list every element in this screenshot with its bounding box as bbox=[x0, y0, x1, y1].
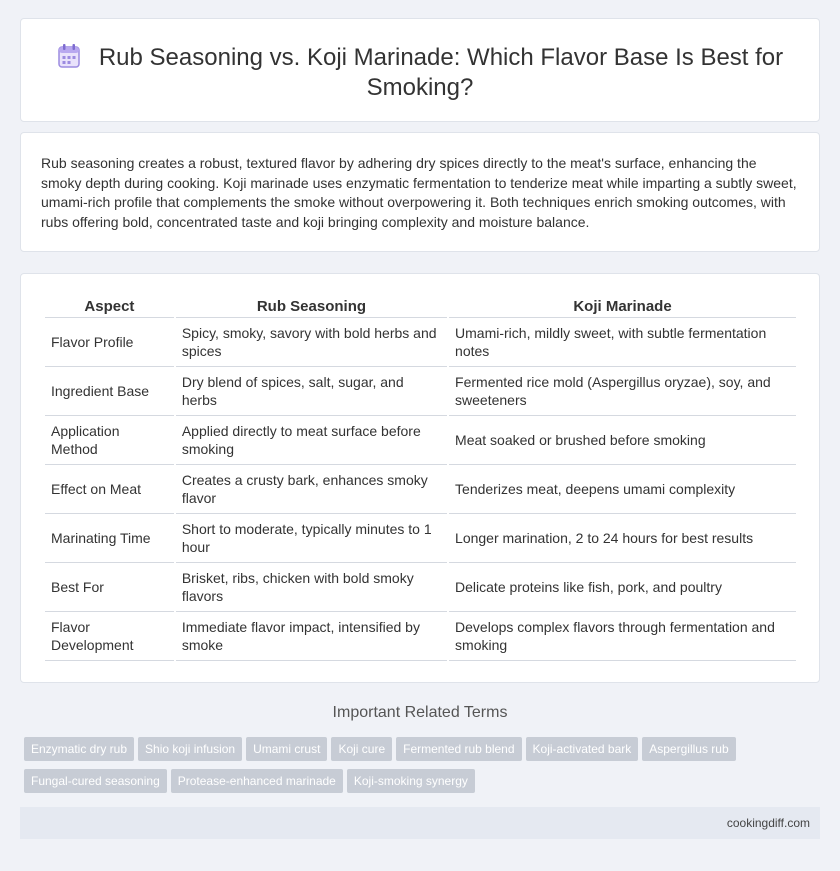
table-row bbox=[45, 318, 796, 367]
related-terms-title: Important Related Terms bbox=[332, 704, 508, 721]
intro-paragraph: Rub seasoning creates a robust, textured flavor by adhering dry spices directly to the meat's surface, enhancing the smoky depth during cooking. Koji marinade uses enzymatic fermentation to tenderize meat while imparting a subtly sweet, umami-rich profile that complements the smoke without overpowering it. Both techniques enrich smoking outcomes, with rubs offering bold, concentrated taste and koji bringing complexity and moisture balance. bbox=[41, 155, 797, 230]
aspect-cell: Flavor Profile bbox=[45, 318, 174, 367]
comparison-table bbox=[43, 294, 798, 661]
header-rub-seasoning: Rub Seasoning bbox=[176, 294, 447, 318]
term-tag[interactable]: Koji-smoking synergy bbox=[347, 769, 475, 793]
comparison-card bbox=[20, 273, 820, 683]
rub-cell: Creates a crusty bark, enhances smoky flavor bbox=[176, 465, 447, 514]
koji-cell: Longer marination, 2 to 24 hours for best results bbox=[449, 514, 796, 563]
koji-cell: Develops complex flavors through fermentation and smoking bbox=[449, 612, 796, 661]
term-tag[interactable]: Fungal-cured seasoning bbox=[24, 769, 167, 793]
footer bbox=[20, 807, 820, 839]
table-row bbox=[45, 367, 796, 416]
table-row bbox=[45, 563, 796, 612]
term-tag[interactable]: Fermented rub blend bbox=[396, 737, 521, 761]
calendar-icon bbox=[57, 43, 81, 69]
term-tag[interactable]: Umami crust bbox=[246, 737, 327, 761]
aspect-cell: Best For bbox=[45, 563, 174, 612]
koji-cell: Tenderizes meat, deepens umami complexity bbox=[449, 465, 796, 514]
aspect-cell: Marinating Time bbox=[45, 514, 174, 563]
intro-card bbox=[20, 132, 820, 252]
aspect-cell: Ingredient Base bbox=[45, 367, 174, 416]
table-row bbox=[45, 416, 796, 465]
rub-cell: Dry blend of spices, salt, sugar, and herbs bbox=[176, 367, 447, 416]
rub-cell: Short to moderate, typically minutes to 1 hour bbox=[176, 514, 447, 563]
table-row bbox=[45, 514, 796, 563]
aspect-cell: Flavor Development bbox=[45, 612, 174, 661]
footer-site-link[interactable]: cookingdiff.com bbox=[726, 816, 810, 830]
term-tag[interactable]: Aspergillus rub bbox=[642, 737, 735, 761]
rub-cell: Immediate flavor impact, intensified by smoke bbox=[176, 612, 447, 661]
header-koji-marinade: Koji Marinade bbox=[449, 294, 796, 318]
term-tag[interactable]: Koji-activated bark bbox=[526, 737, 639, 761]
aspect-cell: Application Method bbox=[45, 416, 174, 465]
koji-cell: Delicate proteins like fish, pork, and poultry bbox=[449, 563, 796, 612]
related-terms-list bbox=[24, 737, 804, 801]
term-tag[interactable]: Koji cure bbox=[331, 737, 392, 761]
koji-cell: Umami-rich, mildly sweet, with subtle fermentation notes bbox=[449, 318, 796, 367]
title-card bbox=[20, 18, 820, 122]
table-row bbox=[45, 465, 796, 514]
term-tag[interactable]: Shio koji infusion bbox=[138, 737, 242, 761]
page-title: Rub Seasoning vs. Koji Marinade: Which Flavor Base Is Best for Smoking? bbox=[98, 44, 784, 101]
term-tag[interactable]: Protease-enhanced marinade bbox=[171, 769, 343, 793]
table-header-row bbox=[45, 294, 796, 318]
aspect-cell: Effect on Meat bbox=[45, 465, 174, 514]
rub-cell: Spicy, smoky, savory with bold herbs and spices bbox=[176, 318, 447, 367]
header-aspect: Aspect bbox=[45, 294, 174, 318]
page-title-wrap bbox=[21, 43, 819, 103]
term-tag[interactable]: Enzymatic dry rub bbox=[24, 737, 134, 761]
koji-cell: Fermented rice mold (Aspergillus oryzae), soy, and sweeteners bbox=[449, 367, 796, 416]
table-row bbox=[45, 612, 796, 661]
rub-cell: Brisket, ribs, chicken with bold smoky flavors bbox=[176, 563, 447, 612]
rub-cell: Applied directly to meat surface before smoking bbox=[176, 416, 447, 465]
koji-cell: Meat soaked or brushed before smoking bbox=[449, 416, 796, 465]
